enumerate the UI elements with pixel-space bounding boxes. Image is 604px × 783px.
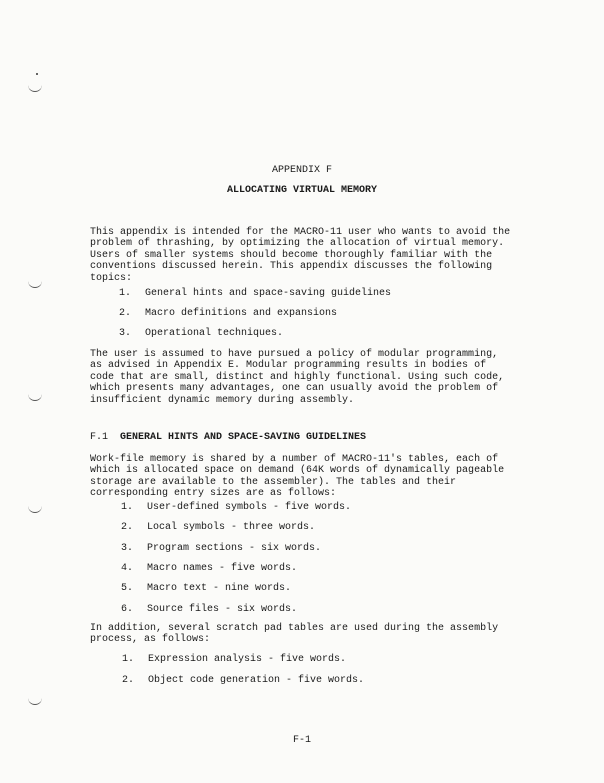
text-line: storage are available to the assembler). The tables and their — [90, 476, 457, 488]
text-line: which is allocated space on demand (64K words of dynamically pageable — [90, 465, 505, 477]
binder-hole-mark — [28, 84, 42, 92]
text-line: topics: — [90, 272, 133, 284]
addition-paragraph — [90, 623, 522, 646]
binder-hole-mark — [28, 697, 42, 705]
text-line: as advised in Appendix E. Modular programming results in bodies of — [90, 360, 487, 372]
modular-paragraph — [90, 349, 522, 406]
text-line: insufficient dynamic memory during assembly. — [90, 394, 355, 406]
workfile-paragraph — [90, 454, 522, 500]
table-item: 5. Macro text - nine words. — [121, 583, 292, 594]
table-item: 4. Macro names - five words. — [121, 563, 298, 574]
topic-item: 2. Macro definitions and expansions — [119, 308, 338, 319]
section-title: GENERAL HINTS AND SPACE-SAVING GUIDELINES — [120, 432, 367, 443]
table-item: 6. Source files - six words. — [121, 604, 298, 615]
scratch-item: 1. Expression analysis - five words. — [122, 654, 347, 665]
text-line: process, as follows: — [90, 634, 211, 646]
table-item: 1. User-defined symbols - five words. — [121, 502, 352, 513]
scan-speck — [36, 73, 38, 75]
binder-hole-mark — [28, 505, 42, 513]
table-item: 3. Program sections - six words. — [121, 543, 322, 554]
section-heading — [90, 432, 366, 443]
text-line: which presents many advantages, one can usually avoid the problem of — [90, 383, 499, 395]
text-line: problem of thrashing, by optimizing the allocation of virtual memory. — [90, 238, 505, 250]
scratch-item: 2. Object code generation - five words. — [122, 675, 365, 686]
text-line: The user is assumed to have pursued a policy of modular programming, — [90, 349, 499, 360]
text-line: code that are small, distinct and highly functional. Using such code, — [90, 371, 505, 383]
table-item: 2. Local symbols - three words. — [121, 522, 316, 533]
text-line: Work-file memory is shared by a number of MACRO-11's tables, each of — [90, 454, 499, 465]
text-line: Users of smaller systems should become thoroughly familiar with the — [90, 249, 493, 261]
topic-item: 3. Operational techniques. — [119, 328, 284, 339]
binder-hole-mark — [28, 393, 42, 401]
binder-hole-mark — [28, 280, 42, 288]
appendix-label: APPENDIX F — [271, 165, 332, 176]
text-line: conventions discussed herein. This appendix discusses the following — [90, 261, 493, 273]
text-line: This appendix is intended for the MACRO-11 user who wants to avoid the — [90, 227, 511, 238]
text-line: In addition, several scratch pad tables are used during the assembly — [90, 623, 499, 634]
intro-paragraph — [90, 227, 522, 284]
section-number: F.1 — [90, 432, 109, 443]
page-number: F-1 — [292, 735, 311, 746]
appendix-title: ALLOCATING VIRTUAL MEMORY — [226, 185, 378, 196]
topic-item: 1. General hints and space-saving guidelines — [119, 288, 392, 299]
text-line: corresponding entry sizes are as follows: — [90, 488, 337, 500]
